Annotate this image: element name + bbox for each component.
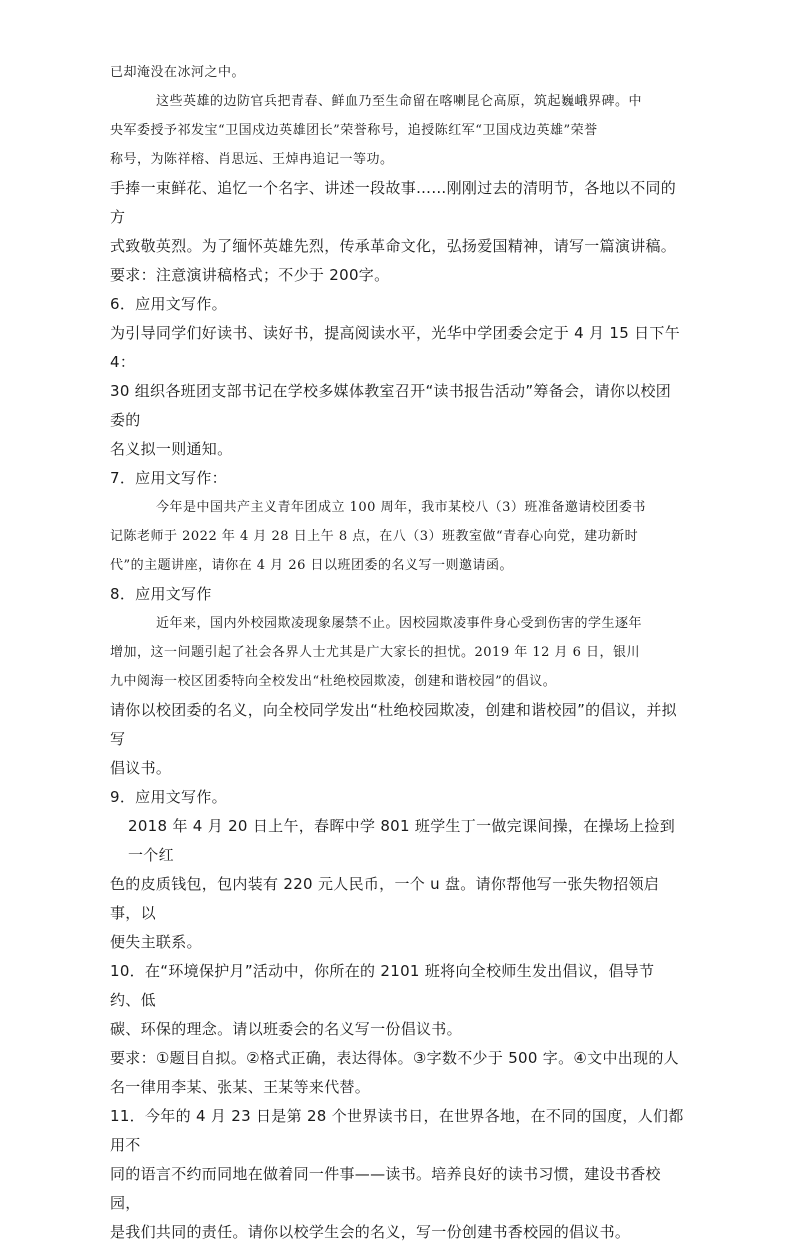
passage-line: 近年来，国内外校园欺凌现象屡禁不止。因校园欺凌事件身心受到伤害的学生逐年	[156, 616, 643, 631]
prompt-line: 请你以校团委的名义，向全校同学发出“杜绝校园欺凌，创建和谐校园”的倡议，并拟写	[110, 701, 677, 748]
question-6-block	[110, 290, 684, 464]
passage-line: 央军委授予祁发宝“卫国戍边英雄团长”荣誉称号，追授陈红军“卫国戍边英雄”荣誉	[110, 123, 598, 138]
question-line: 色的皮质钱包，包内装有 220 元人民币，一个 u 盘。请你帮他写一张失物招领启事，以	[110, 875, 660, 922]
question-7-block	[110, 464, 684, 580]
question-line: 30 组织各班团支部书记在学校多媒体教室召开“读书报告活动”筹备会，请你以校团委的	[110, 382, 672, 429]
prompt-line: 倡议书。	[110, 759, 172, 777]
question-line: 11．今年的 4 月 23 日是第 28 个世界读书日，在世界各地，在不同的国度，人们都用不	[110, 1107, 684, 1154]
passage-line: 今年是中国共产主义青年团成立 100 周年，我市某校八（3）班准备邀请校团委书	[156, 500, 646, 515]
question-10-block	[110, 957, 684, 1102]
requirement-line: 要求：①题目自拟。②格式正确，表达得体。③字数不少于 500 字。④文中出现的人	[110, 1049, 679, 1067]
question-heading: 9．应用文写作。	[110, 788, 227, 806]
passage-line: 记陈老师于 2022 年 4 月 28 日上午 8 点，在八（3）班教室做“青春心向党，建功新时	[110, 529, 639, 544]
passage-line: 九中阅海一校区团委特向全校发出“杜绝校园欺凌，创建和谐校园”的倡议。	[110, 674, 557, 689]
question-5-block	[110, 58, 684, 290]
passage-line: 已却淹没在冰河之中。	[110, 65, 246, 80]
requirement-line: 名一律用李某、张某、王某等来代替。	[110, 1078, 371, 1096]
passage-line: 这些英雄的边防官兵把青春、鲜血乃至生命留在喀喇昆仑高原，筑起巍峨界碑。中	[156, 94, 643, 109]
passage-line: 增加，这一问题引起了社会各界人士尤其是广大家长的担忧。2019 年 12 月 6 日，银川	[110, 645, 641, 660]
requirement-line: 要求：注意演讲稿格式；不少于 200字。	[110, 266, 390, 284]
question-heading: 6．应用文写作。	[110, 295, 227, 313]
passage-line: 称号，为陈祥榕、肖思远、王焯冉追记一等功。	[110, 152, 394, 167]
question-line: 10．在“环境保护月”活动中，你所在的 2101 班将向全校师生发出倡议，倡导节约、低	[110, 962, 655, 1009]
question-11-block	[110, 1102, 684, 1247]
passage-line: 代”的主题讲座，请你在 4 月 26 日以班团委的名义写一则邀请函。	[110, 558, 513, 573]
question-9-block	[110, 783, 684, 957]
question-line: 同的语言不约而同地在做着同一件事——读书。培养良好的读书习惯，建设书香校园，	[110, 1165, 661, 1212]
question-line: 是我们共同的责任。请你以校学生会的名义，写一份创建书香校园的倡议书。	[110, 1223, 631, 1241]
prompt-line: 式致敬英烈。为了缅怀英雄先烈，传承革命文化，弘扬爱国精神，请写一篇演讲稿。	[110, 237, 677, 255]
question-line: 2018 年 4 月 20 日上午，春晖中学 801 班学生丁一做完课间操，在操场上捡到一个红	[128, 817, 676, 864]
question-line: 为引导同学们好读书、读好书，提高阅读水平，光华中学团委会定于 4 月 15 日下午 4：	[110, 324, 681, 371]
question-line: 碳、环保的理念。请以班委会的名义写一份倡议书。	[110, 1020, 462, 1038]
question-heading: 7．应用文写作：	[110, 469, 227, 487]
question-line: 名义拟一则通知。	[110, 440, 233, 458]
question-heading: 8．应用文写作	[110, 585, 212, 603]
question-line: 便失主联系。	[110, 933, 202, 951]
prompt-line: 手捧一束鲜花、追忆一个名字、讲述一段故事……刚刚过去的清明节，各地以不同的方	[110, 179, 677, 226]
question-8-block	[110, 580, 684, 783]
